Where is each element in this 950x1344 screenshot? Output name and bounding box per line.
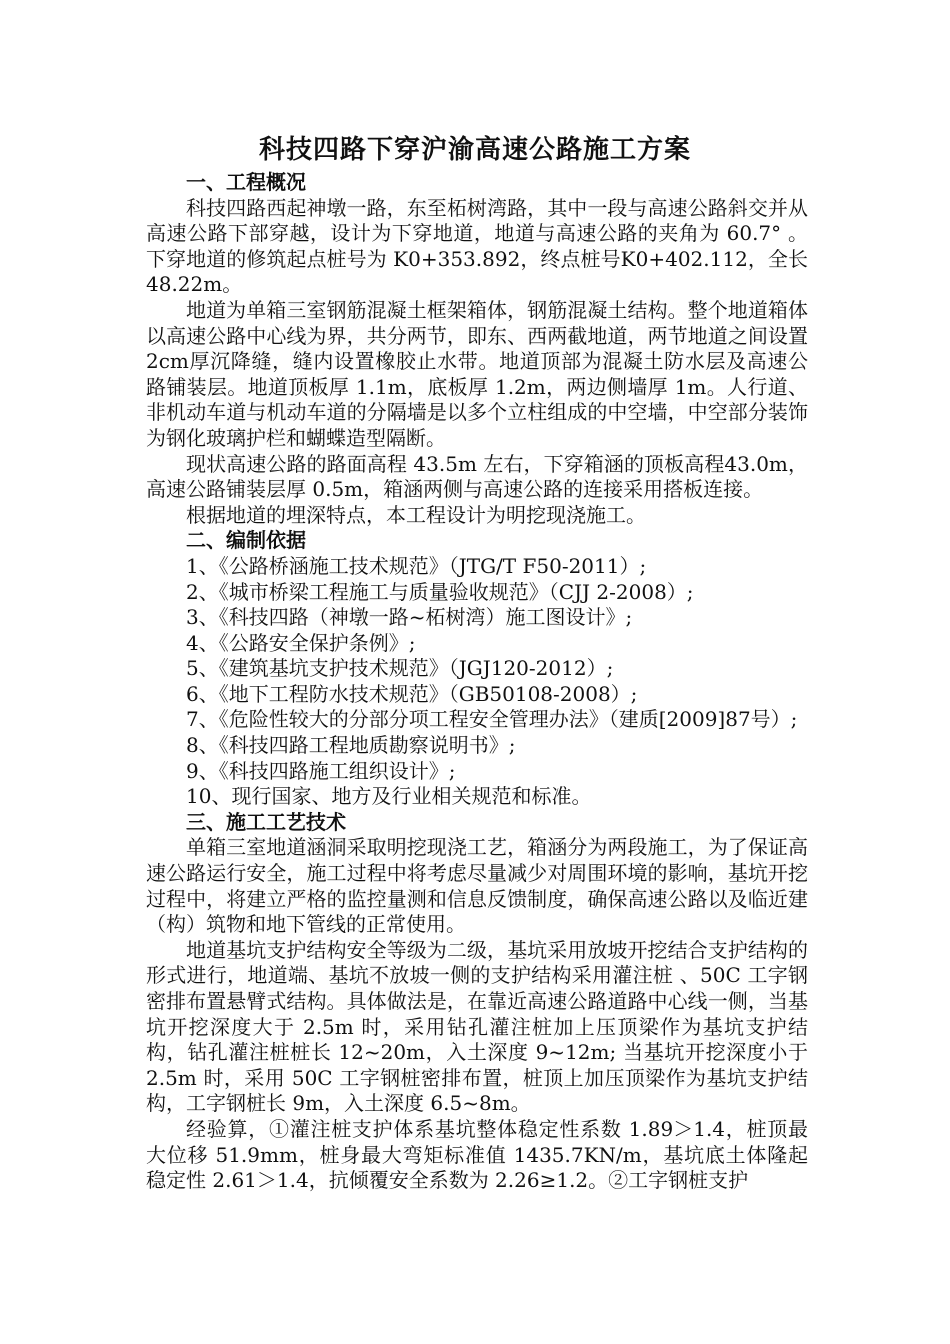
reference-item: 3、《科技四路（神墩一路~柘树湾）施工图设计》; (186, 605, 633, 630)
reference-item: 2、《城市桥梁工程施工与质量验收规范》（CJJ 2-2008）; (186, 579, 694, 604)
reference-item: 1、《公路桥涵施工技术规范》（JTG/T F50-2011）; (186, 553, 647, 578)
paragraph: 根据地道的埋深特点，本工程设计为明挖现浇施工。 (186, 502, 646, 527)
paragraph: 单箱三室地道涵洞采取明挖现浇工艺，箱涵分为两段施工，为了保证高速公路运行安全，施工过程中将考虑尽量减少对周围环境的影响，基坑开挖过程中，将建立严格的监控量测和信息反馈制度，确保高速公路以及临近建（构）筑物和地下管线的正常使用。 (146, 835, 808, 937)
reference-item: 4、《公路安全保护条例》; (186, 630, 416, 655)
reference-item: 10、现行国家、地方及行业相关规范和标准。 (186, 784, 592, 809)
document-title: 科技四路下穿沪渝高速公路施工方案 (258, 135, 691, 165)
paragraph: 科技四路西起神墩一路，东至柘树湾路，其中一段与高速公路斜交并从高速公路下部穿越，设计为下穿地道，地道与高速公路的夹角为 60.7° 。下穿地道的修筑起点桩号为 K0+353.892，终点桩号K0+402.112，全长 48.22m。 (146, 195, 808, 297)
paragraph: 经验算，①灌注桩支护体系基坑整体稳定性系数 1.89＞1.4，桩顶最大位移 51.9mm，桩身最大弯矩标准值 1435.7KN/m，基坑底土体隆起稳定性 2.61＞1.4，抗倾覆安全系数为 2.26≥1.2。②工字钢桩支护 (146, 1116, 808, 1193)
document-body (146, 170, 808, 1194)
paragraph: 地道基坑支护结构安全等级为二级，基坑采用放坡开挖结合支护结构的形式进行，地道端、基坑不放坡一侧的支护结构采用灌注桩 、50C 工字钢密排布置悬臂式结构。具体做法是，在靠近高速公路道路中心线一侧，当基坑开挖深度大于 2.5m 时，采用钻孔灌注桩加上压顶梁作为基坑支护结构，钻孔灌注桩桩长 12~20m，入土深度 9~12m; 当基坑开挖深度小于 2.5m 时，采用 50C 工字钢桩密排布置，桩顶上加压顶梁作为基坑支护结构，工字钢桩长 9m，入土深度 6.5~8m。 (146, 937, 808, 1116)
reference-item: 8、《科技四路工程地质勘察说明书》; (186, 733, 516, 758)
paragraph: 地道为单箱三室钢筋混凝土框架箱体，钢筋混凝土结构。整个地道箱体以高速公路中心线为界，共分两节，即东、西两截地道，两节地道之间设置2cm厚沉降缝，缝内设置橡胶止水带。地道顶部为混凝土防水层及高速公路铺装层。地道顶板厚 1.1m，底板厚 1.2m，两边侧墙厚 1m。人行道、非机动车道与机动车道的分隔墙是以多个立柱组成的中空墙，中空部分装饰为钢化玻璃护栏和蝴蝶造型隔断。 (146, 297, 808, 450)
paragraph: 现状高速公路的路面高程 43.5m 左右，下穿箱涵的顶板高程43.0m，高速公路铺装层厚 0.5m，箱涵两侧与高速公路的连接采用搭板连接。 (146, 451, 808, 502)
section-heading-basis: 二、编制依据 (186, 528, 306, 553)
reference-item: 9、《科技四路施工组织设计》; (186, 758, 456, 783)
reference-item: 5、《建筑基坑支护技术规范》（JGJ120-2012）; (186, 656, 614, 681)
section-heading-overview: 一、工程概况 (186, 170, 306, 194)
section-heading-technique: 三、施工工艺技术 (186, 809, 346, 834)
reference-item: 6、《地下工程防水技术规范》（GB50108-2008）; (186, 681, 638, 706)
reference-item: 7、《危险性较大的分部分项工程安全管理办法》（建质[2009]87号）; (186, 707, 798, 732)
